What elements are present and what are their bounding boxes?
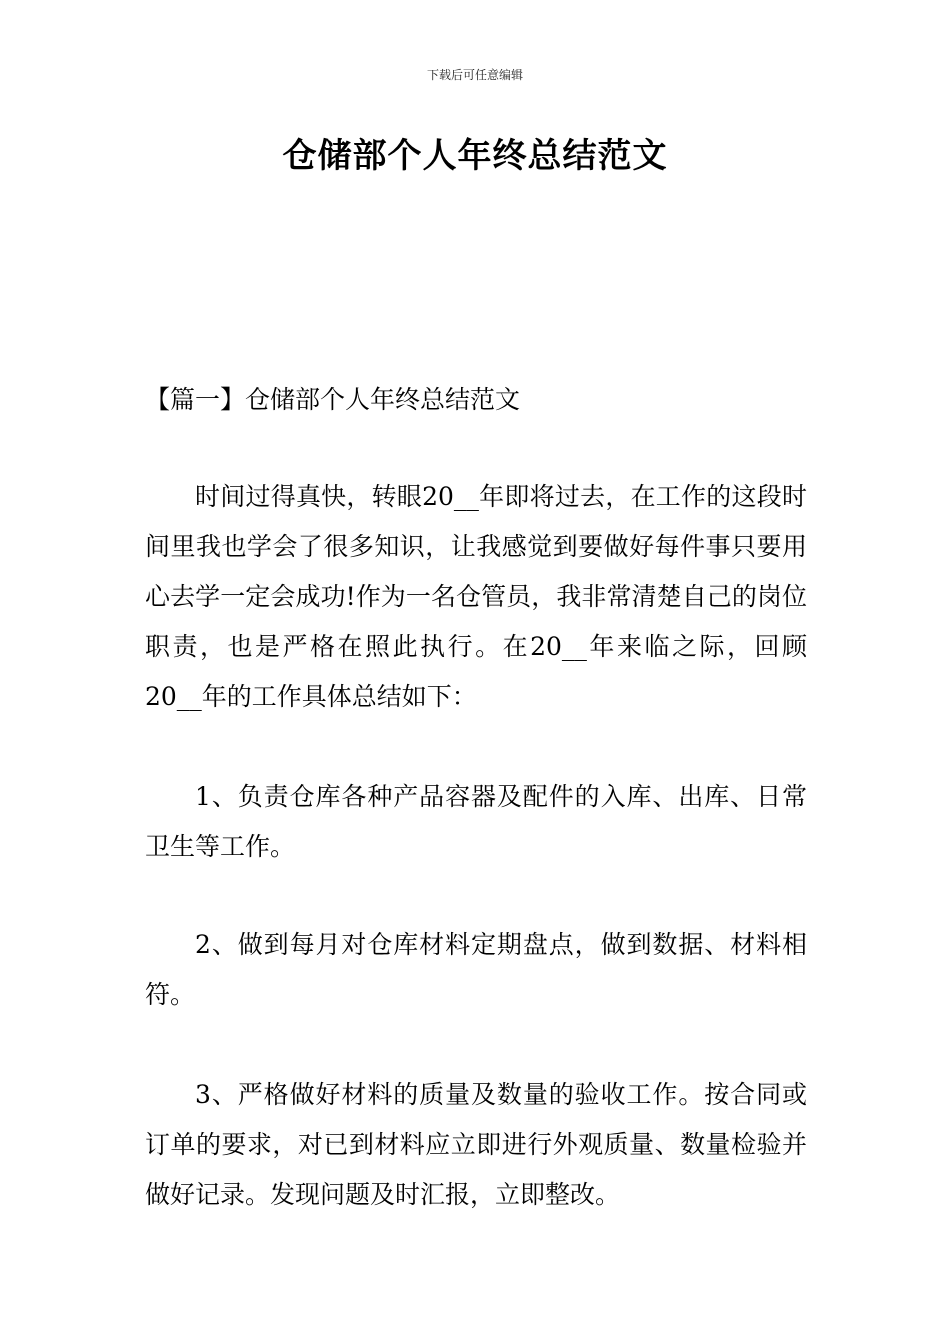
paragraph-intro: 时间过得真快，转眼20__年即将过去，在工作的这段时间里我也学会了很多知识，让我感觉到要做好每件事只要用心去学一定会成功!作为一名仓管员，我非常清楚自己的岗位职责，也是严格在照此执行。在20__年来临之际，回顾20__年的工作具体总结如下： (145, 482, 807, 711)
paragraph-item-1: 1、负责仓库各种产品容器及配件的入库、出库、日常卫生等工作。 (145, 782, 807, 861)
paragraph-item-3: 3、严格做好材料的质量及数量的验收工作。按合同或订单的要求，对已到材料应立即进行外观质量、数量检验并做好记录。发现问题及时汇报，立即整改。 (145, 1080, 807, 1209)
header-note: 下载后可任意编辑 (426, 68, 523, 82)
document-title: 仓储部个人年终总结范文 (282, 136, 668, 176)
paragraph-item-2: 2、做到每月对仓库材料定期盘点，做到数据、材料相符。 (145, 930, 807, 1009)
section-heading: 【篇一】仓储部个人年终总结范文 (145, 385, 521, 414)
